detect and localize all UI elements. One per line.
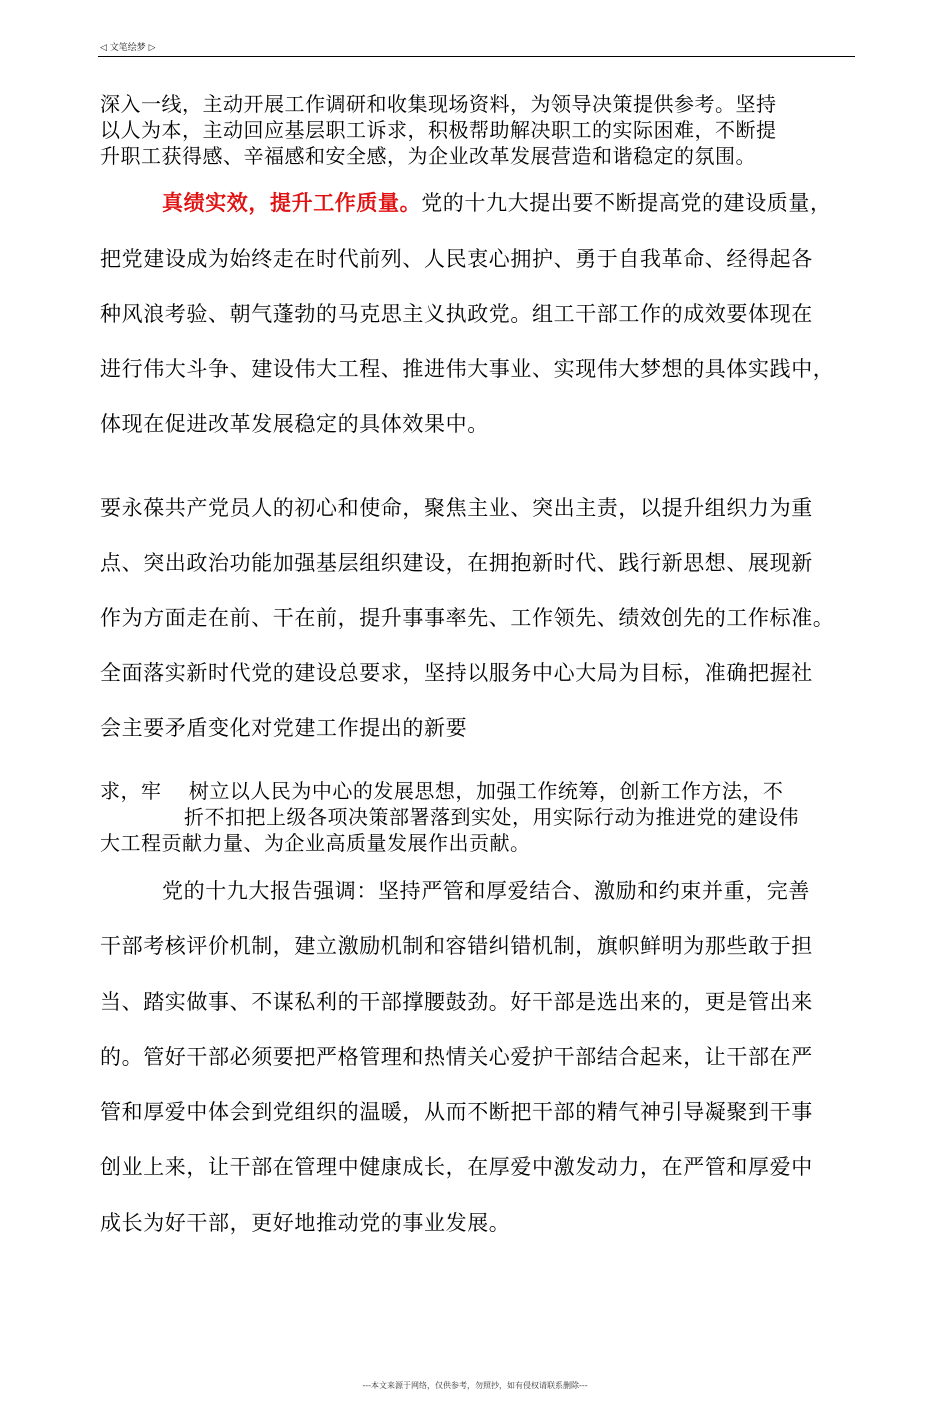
section2-line: 点、突出政治功能加强基层组织建设，在拥抱新时代、践行新思想、展现新 — [100, 551, 813, 575]
section2-dense-line: 折不扣把上级各项决策部署落到实处，用实际行动为推进党的建设伟 — [184, 805, 799, 829]
section2-dense-line: 大工程贡献力量、为企业高质量发展作出贡献。 — [100, 831, 531, 855]
footer-disclaimer: ---本文来源于网络，仅供参考，勿照抄，如有侵权请联系删除--- — [362, 1381, 588, 1390]
section2-line: 要永葆共产党员人的初心和使命，聚焦主业、突出主责，以提升组织力为重 — [100, 496, 813, 520]
section3-line: 创业上来，让干部在管理中健康成长，在厚爱中激发动力，在严管和厚爱中 — [100, 1155, 813, 1179]
section1-line: 种风浪考验、朝气蓬勃的马克思主义执政党。组工干部工作的成效要体现在 — [100, 302, 813, 326]
section2-line: 作为方面走在前、干在前，提升事事率先、工作领先、绩效创先的工作标准。 — [100, 606, 835, 630]
section2-line: 全面落实新时代党的建设总要求，坚持以服务中心大局为目标，准确把握社 — [100, 661, 813, 685]
section2-line: 会主要矛盾变化对党建工作提出的新要 — [100, 716, 468, 740]
intro-line: 以人为本，主动回应基层职工诉求，积极帮助解决职工的实际困难，不断提 — [100, 118, 777, 142]
section3-line: 干部考核评价机制，建立激励机制和容错纠错机制，旗帜鲜明为那些敢于担 — [100, 934, 813, 958]
section1-line: 进行伟大斗争、建设伟大工程、推进伟大事业、实现伟大梦想的具体实践中， — [100, 357, 835, 381]
section3-line: 的。管好干部必须要把严格管理和热情关心爱护干部结合起来，让干部在严 — [100, 1045, 813, 1069]
section3-line: 成长为好干部，更好地推动党的事业发展。 — [100, 1211, 511, 1235]
header-rule — [98, 56, 855, 57]
section3-line: 党的十九大报告强调：坚持严管和厚爱结合、激励和约束并重，完善 — [162, 879, 810, 903]
intro-line: 深入一线，主动开展工作调研和收集现场资料，为领导决策提供参考。坚持 — [100, 92, 777, 116]
intro-line: 升职工获得感、辛福感和安全感，为企业改革发展营造和谐稳定的氛围。 — [100, 144, 756, 168]
section2-dense-line: 求，牢 树立以人民为中心的发展思想，加强工作统筹，创新工作方法，不 — [100, 779, 784, 803]
section1-line: 体现在促进改革发展稳定的具体效果中。 — [100, 412, 489, 436]
header-brand: ◁ 文笔绘梦 ▷ — [100, 43, 156, 53]
section1-first-line — [162, 187, 832, 217]
section1-line: 把党建设成为始终走在时代前列、人民衷心拥护、勇于自我革命、经得起各 — [100, 247, 813, 271]
section1-text: 党的十九大提出要不断提高党的建设质量， — [421, 191, 832, 215]
section3-line: 管和厚爱中体会到党组织的温暖，从而不断把干部的精气神引导凝聚到干事 — [100, 1100, 813, 1124]
section1-heading: 真绩实效，提升工作质量。 — [162, 191, 422, 215]
section3-line: 当、踏实做事、不谋私利的干部撑腰鼓劲。好干部是选出来的，更是管出来 — [100, 990, 813, 1014]
